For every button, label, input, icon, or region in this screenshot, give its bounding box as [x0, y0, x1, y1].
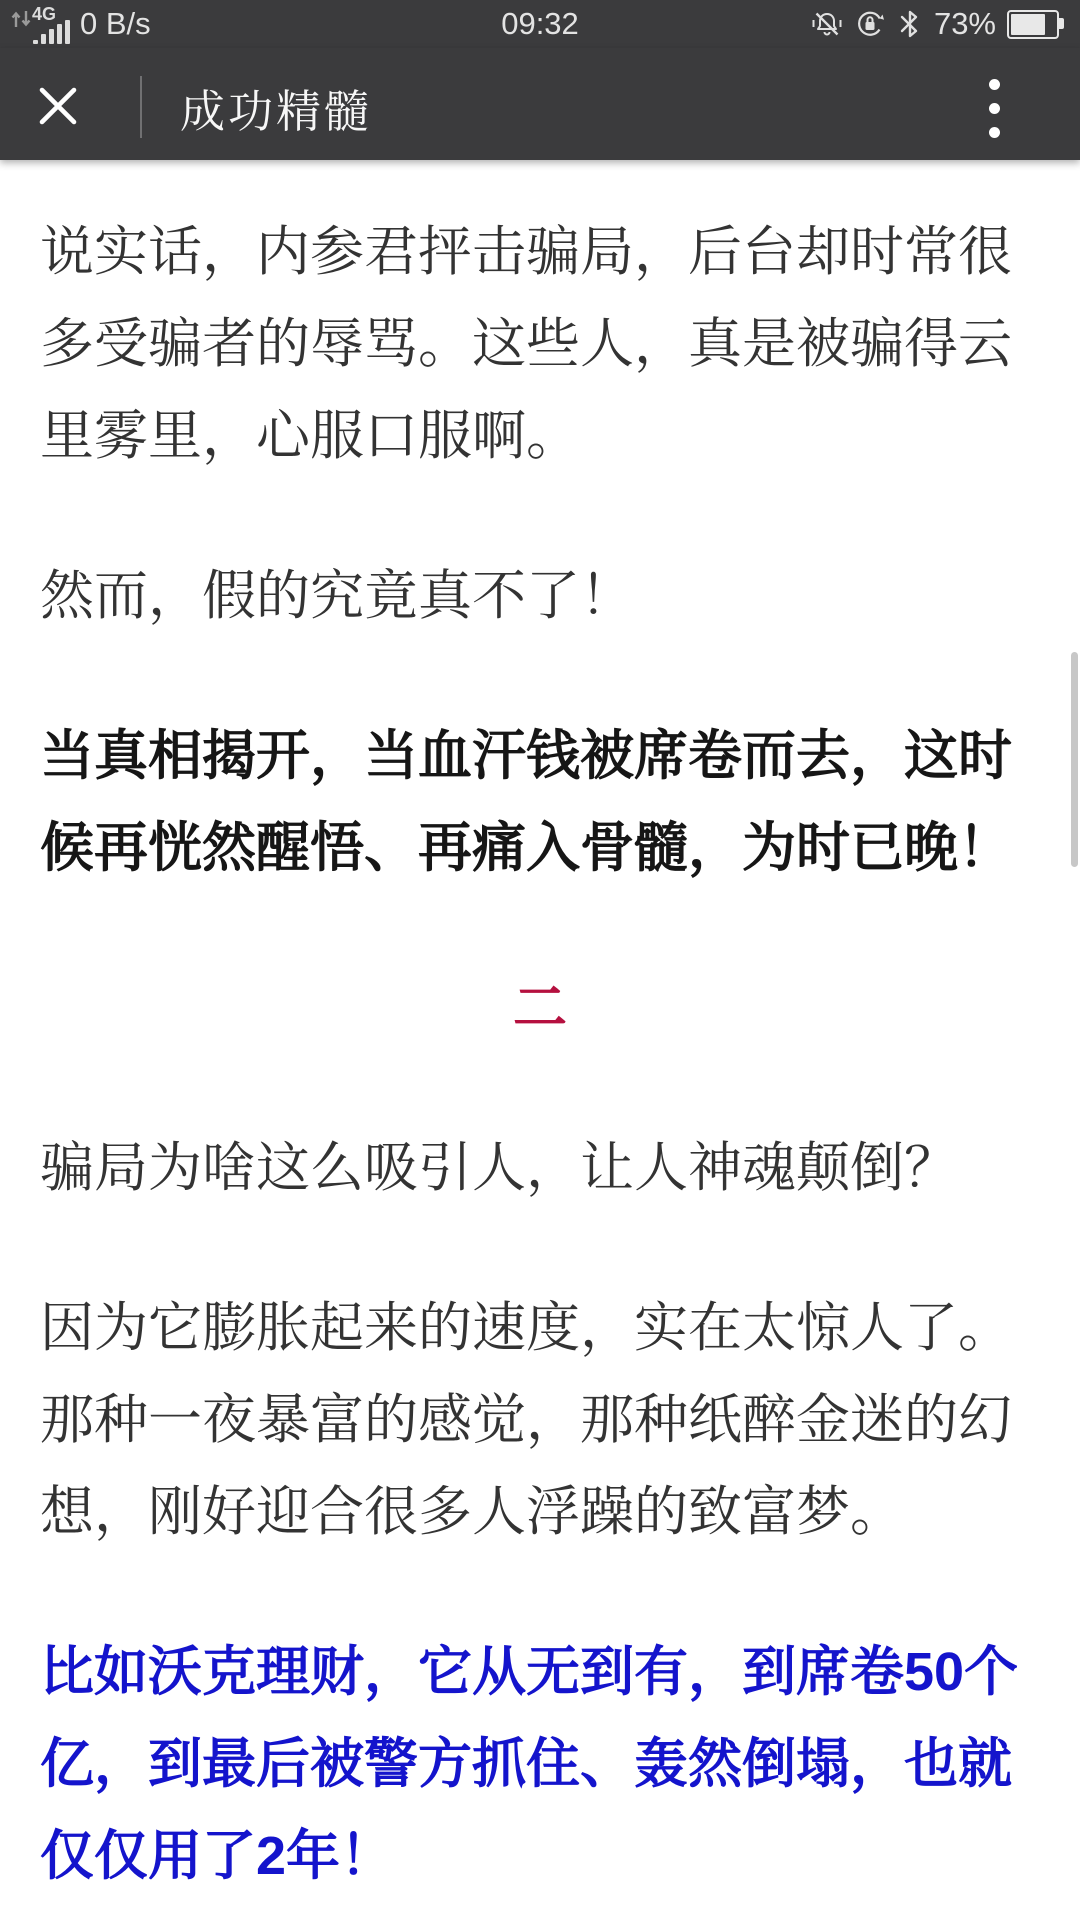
- network-speed-label: 0 B/s: [80, 6, 151, 41]
- close-button[interactable]: [32, 80, 84, 132]
- article-paragraph: 然而，假的究竟真不了！: [40, 566, 634, 626]
- article-paragraph-bold: 当真相揭开，当血汗钱被席卷而去，这时候再恍然醒悟、再痛入骨髓，为时已晚！: [40, 726, 1012, 878]
- battery-icon: [1007, 10, 1059, 39]
- close-x-icon: [35, 83, 81, 129]
- article-paragraph: 说实话，内参君抨击骗局，后台却时常很多受骗者的辱骂。这些人，真是被骗得云里雾里，心服口服啊。: [40, 222, 1012, 466]
- bluetooth-icon: [897, 8, 923, 40]
- battery-percent-label: 73%: [933, 6, 996, 41]
- section-number-divider: 二: [513, 978, 567, 1038]
- app-header: [0, 48, 1080, 160]
- article-paragraph: 因为它膨胀起来的速度，实在太惊人了。那种一夜暴富的感觉，那种纸醉金迷的幻想，刚好迎合很多人浮躁的致富梦。: [40, 1298, 1012, 1542]
- notifications-muted-icon: [811, 8, 843, 40]
- more-options-button[interactable]: [970, 72, 1018, 144]
- article-body: [0, 160, 1080, 1920]
- network-type-label: 4G: [32, 4, 57, 24]
- clock-label: 09:32: [501, 6, 579, 41]
- article-paragraph-highlight: 比如沃克理财，它从无到有，到席卷50个亿，到最后被警方抓住、轰然倒塌，也就仅仅用了2年！: [40, 1642, 1019, 1886]
- signal-strength-icon: [33, 20, 70, 44]
- page-title: 成功精髓: [180, 86, 373, 137]
- rotation-lock-icon: [854, 8, 886, 40]
- header-divider: [140, 76, 142, 138]
- scrollbar-thumb[interactable]: [1071, 652, 1078, 867]
- data-updown-arrows-icon: [10, 7, 32, 31]
- status-bar: [0, 0, 1080, 48]
- vertical-ellipsis-icon: [989, 79, 1000, 138]
- article-paragraph: 骗局为啥这么吸引人，让人神魂颠倒？: [40, 1138, 958, 1198]
